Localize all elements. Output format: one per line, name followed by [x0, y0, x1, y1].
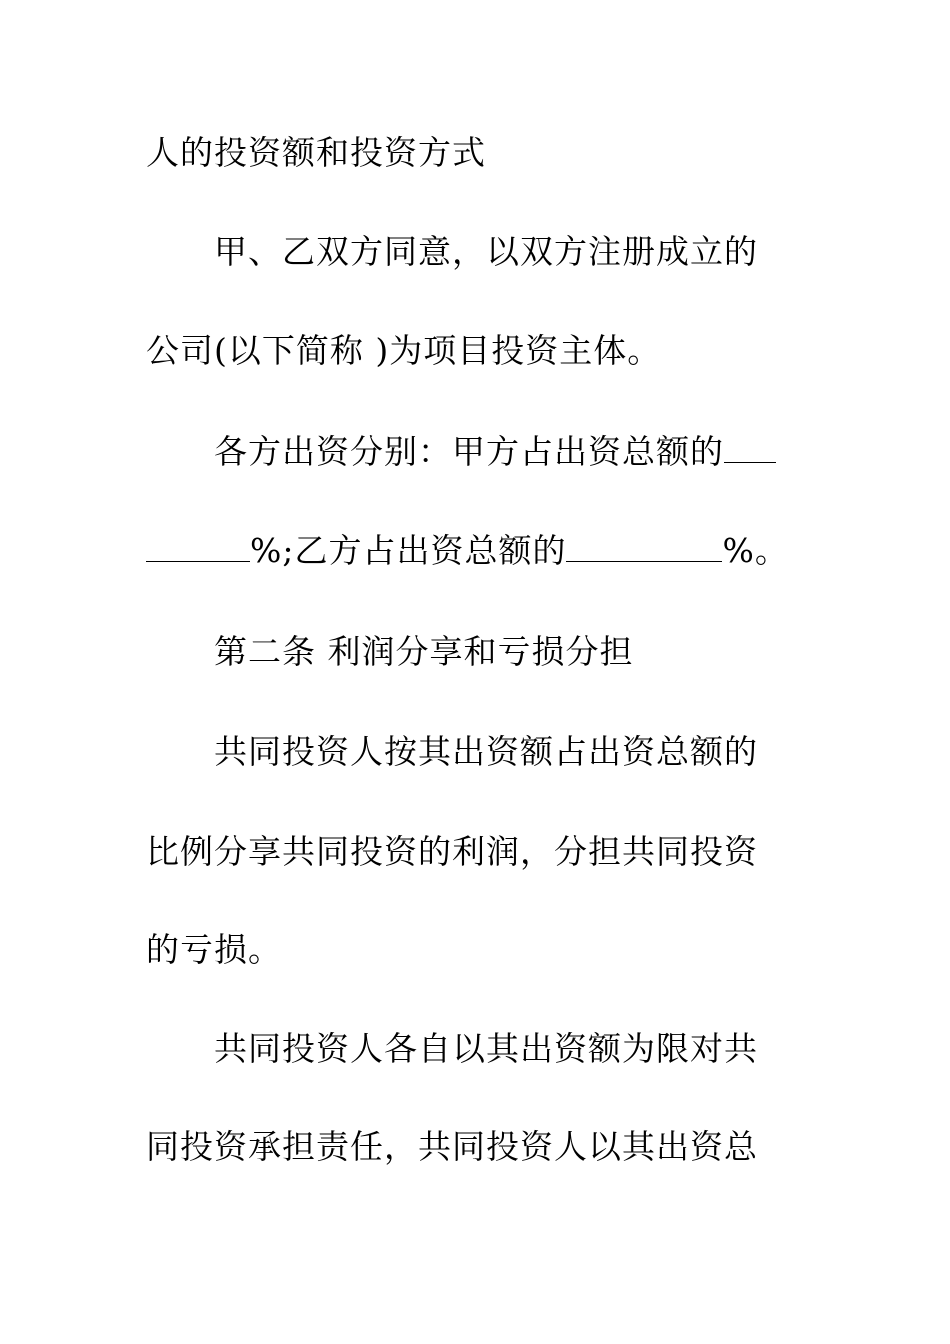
paragraph-line-11: 同投资承担责任，共同投资人以其出资总 [146, 1127, 758, 1166]
line-4-text: 各方出资分别：甲方占出资总额的 [214, 432, 724, 471]
paragraph-line-8: 比例分享共同投资的利润，分担共同投资 [146, 832, 758, 871]
paragraph-line-1: 人的投资额和投资方式 [146, 133, 486, 172]
blank-party-a-part1 [724, 432, 776, 463]
paragraph-line-4 [214, 432, 874, 472]
blank-party-b [566, 531, 722, 562]
line-5-text-a: %;乙方占出资总额的 [250, 531, 567, 570]
blank-party-a-part2 [146, 531, 250, 562]
line-5-text-b: %。 [722, 531, 789, 570]
paragraph-line-3: 公司(以下简称 )为项目投资主体。 [146, 331, 662, 370]
paragraph-line-5 [146, 531, 806, 571]
paragraph-line-9: 的亏损。 [146, 930, 282, 969]
paragraph-line-10: 共同投资人各自以其出资额为限对共 [214, 1029, 758, 1068]
section-heading: 第二条 利润分享和亏损分担 [214, 632, 634, 671]
paragraph-line-2: 甲、乙双方同意，以双方注册成立的 [214, 232, 758, 271]
paragraph-line-7: 共同投资人按其出资额占出资总额的 [214, 732, 758, 771]
